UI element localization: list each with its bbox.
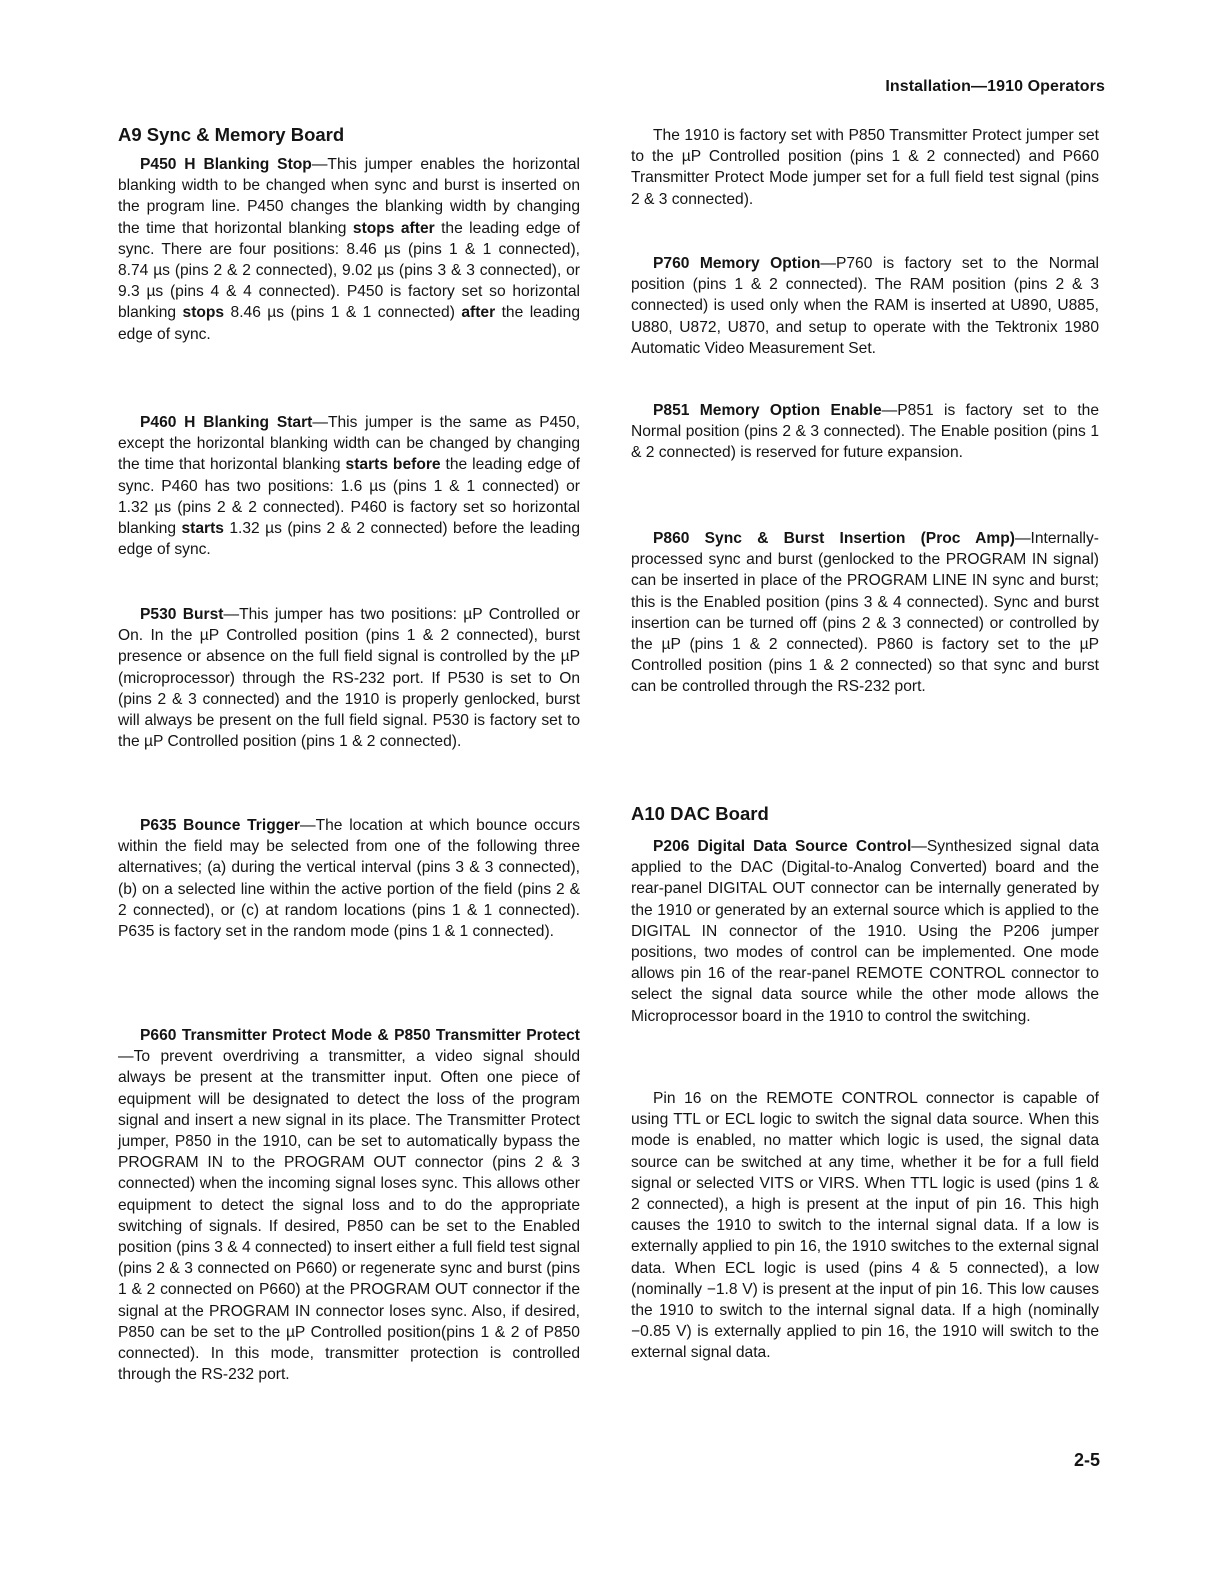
text-run: The 1910 is factory set with P850 Transmitter Protect jumper set to the µP Controlled position (pins 1 & 2 connected) and P660 Transmitter Protect Mode jumper set for a full field test signal (pins 2 & 3 connected). — [631, 127, 1099, 208]
section-heading-a9: A9 Sync & Memory Board — [118, 124, 345, 145]
text-run: —The location at which bounce occurs within the field may be selected from one of the following three alternatives; (a) during the vertical interval (pins 3 & 3 connected), (b) on a selected line within the active portion of the field (pins 2 & 2 connected), or (c) at random locations (pins 1 & 1 connected). P635 is factory set in the random mode (pins 1 & 1 connected). — [118, 817, 581, 941]
text-run: the leading edge of sync. — [118, 304, 580, 343]
bold-term: P530 Burst — [140, 606, 224, 623]
text-run: —P851 is factory set to the Normal position (pins 2 & 3 connected). The Enable position (pins 1 & 2 connected) is reserved for future expansion. — [631, 402, 1099, 462]
bold-term: after — [461, 304, 496, 322]
text-run: the leading edge of sync. P460 has two positions: 1.6 µs (pins 1 & 1 connected) or 1.32 µs (pins 2 & 2 connected). P460 is factory set so horizontal blanking — [118, 456, 581, 538]
paragraph-p635 — [118, 815, 580, 942]
paragraph-p206 — [631, 836, 1099, 1027]
bold-term: P635 Bounce Trigger — [140, 817, 300, 834]
text-run: 8.46 µs (pins 1 & 1 connected) — [224, 304, 462, 322]
bold-term: starts before — [345, 456, 441, 474]
text-run: 1.32 µs (pins 2 & 2 connected) before the leading edge of sync. — [118, 520, 581, 559]
text-run: —This jumper is the same as P450, except the horizontal blanking width can be changed by changing the time that horizontal blanking — [118, 414, 580, 474]
paragraph-factory-setting — [631, 125, 1099, 210]
running-head: Installation—1910 Operators — [885, 78, 1105, 95]
bold-term: P860 Sync & Burst Insertion (Proc Amp) — [653, 530, 1015, 547]
text-run: —Synthesized signal data applied to the DAC (Digital-to-Analog Converted) board and the rear-panel DIGITAL OUT connector can be internally generated by the 1910 or generated by an external source which is applied to the DIGITAL IN connector of the 1910. Using the P206 jumper positions, two modes of control can be implemented. One mode allows pin 16 of the rear-panel REMOTE CONTROL connector to select the signal data source while the other mode allows the Microprocessor board in the 1910 to control the switching. — [631, 838, 1099, 1025]
bold-term: P851 Memory Option Enable — [653, 402, 882, 419]
section-heading-a10: A10 DAC Board — [631, 803, 769, 824]
text-run: —This jumper enables the horizontal blanking width to be changed when sync and burst is inserted on the program line. P450 changes the blanking width by changing the time that horizontal blanking — [118, 156, 580, 237]
bold-term: P460 H Blanking Start — [140, 414, 313, 431]
text-run: —This jumper has two positions: µP Controlled or On. In the µP Controlled position (pins 1 & 2 connected), burst presence or absence on the full field signal is controlled by the µP (microprocessor) through the RS-232 port. If P530 is set to On (pins 2 & 3 connected) and the 1910 is properly genlocked, burst will always be present on the full field signal. P530 is factory set to the µP Controlled position (pins 1 & 2 connected). — [118, 606, 580, 751]
paragraph-pin16 — [631, 1088, 1099, 1364]
bold-term: P660 Transmitter Protect Mode & P850 Transmitter Protect — [140, 1027, 580, 1044]
text-run: —P760 is factory set to the Normal position (pins 1 & 2 connected). The RAM position (pins 2 & 3 connected) is used only when the RAM is inserted at U890, U885, U880, U872, U870, and setup to operate with the Tektronix 1980 Automatic Video Measurement Set. — [631, 255, 1100, 357]
bold-term: P206 Digital Data Source Control — [653, 838, 912, 855]
paragraph-p460 — [118, 412, 580, 560]
bold-term: P450 H Blanking Stop — [140, 156, 312, 173]
text-run: the leading edge of sync. There are four positions: 8.46 µs (pins 1 & 1 connected), 8.74 µs (pins 2 & 2 connected), 9.02 µs (pins 3 & 3 connected), or 9.3 µs (pins 4 & 4 connected). P450 is factory set so horizontal blanking — [118, 219, 580, 322]
text-run: —To prevent overdriving a transmitter, a video signal should always be present at the transmitter input. Often one piece of equipment will be designated to detect the loss of the program signal and insert a new signal in its place. The Transmitter Protect jumper, P850 in the 1910, can be set to automatically bypass the PROGRAM IN to the PROGRAM OUT connector (pins 2 & 3 connected) when the incoming signal loses sync. This allows other equipment to detect the signal loss and to do the appropriate switching of signals. If desired, P850 can be set to the Enabled position (pins 3 & 4 connected) to insert either a full field test signal (pins 2 & 3 connected on P660) or regenerate sync and burst (pins 1 & 2 connected on P660) at the PROGRAM OUT connector if the signal at the PROGRAM IN connector loses sync. Also, if desired, P850 can be set to the µP Controlled position(pins 1 & 2 of P850 connected). In this mode, transmitter protection is controlled through the RS-232 port. — [118, 1048, 581, 1384]
bold-term: stops after — [352, 219, 435, 237]
bold-term: starts — [181, 520, 224, 538]
text-run: —Internally-processed sync and burst (genlocked to the PROGRAM IN signal) can be inserted in place of the PROGRAM LINE IN sync and burst; this is the Enabled position (pins 3 & 4 connected). Sync and burst insertion can be turned off (pins 2 & 3 connected) or controlled by the µP (pins 1 & 2 connected). P860 is factory set to the µP Controlled position (pins 1 & 2 connected) so that sync and burst can be controlled through the RS-232 port. — [631, 530, 1099, 696]
paragraph-p860 — [631, 528, 1099, 698]
paragraph-p760 — [631, 253, 1099, 359]
bold-term: P760 Memory Option — [653, 255, 821, 272]
bold-term: stops — [182, 304, 225, 322]
paragraph-p660-p850 — [118, 1025, 580, 1385]
text-run: Pin 16 on the REMOTE CONTROL connector is capable of using TTL or ECL logic to switch the signal data source. When this mode is enabled, no matter which logic is used, the signal data source can be switched at any time, whether it be for a full field signal or selected VITS or VIRS. When TTL logic is used (pins 1 & 2 connected), a high is present at the input of pin 16. This high causes the 1910 to switch to the internal signal data. If a low is externally applied to pin 16, the 1910 switches to the external signal data. When ECL logic is used (pins 4 & 5 connected), a low (nominally −1.8 V) is present at the input of pin 16. This low causes the 1910 to switch to the internal signal data. If a high (nominally −0.85 V) is externally applied to pin 16, the 1910 will switch to the external signal data. — [631, 1090, 1099, 1362]
paragraph-p851 — [631, 400, 1099, 464]
page-number: 2-5 — [1073, 1450, 1100, 1470]
paragraph-p530 — [118, 604, 580, 752]
paragraph-p450 — [118, 154, 580, 345]
